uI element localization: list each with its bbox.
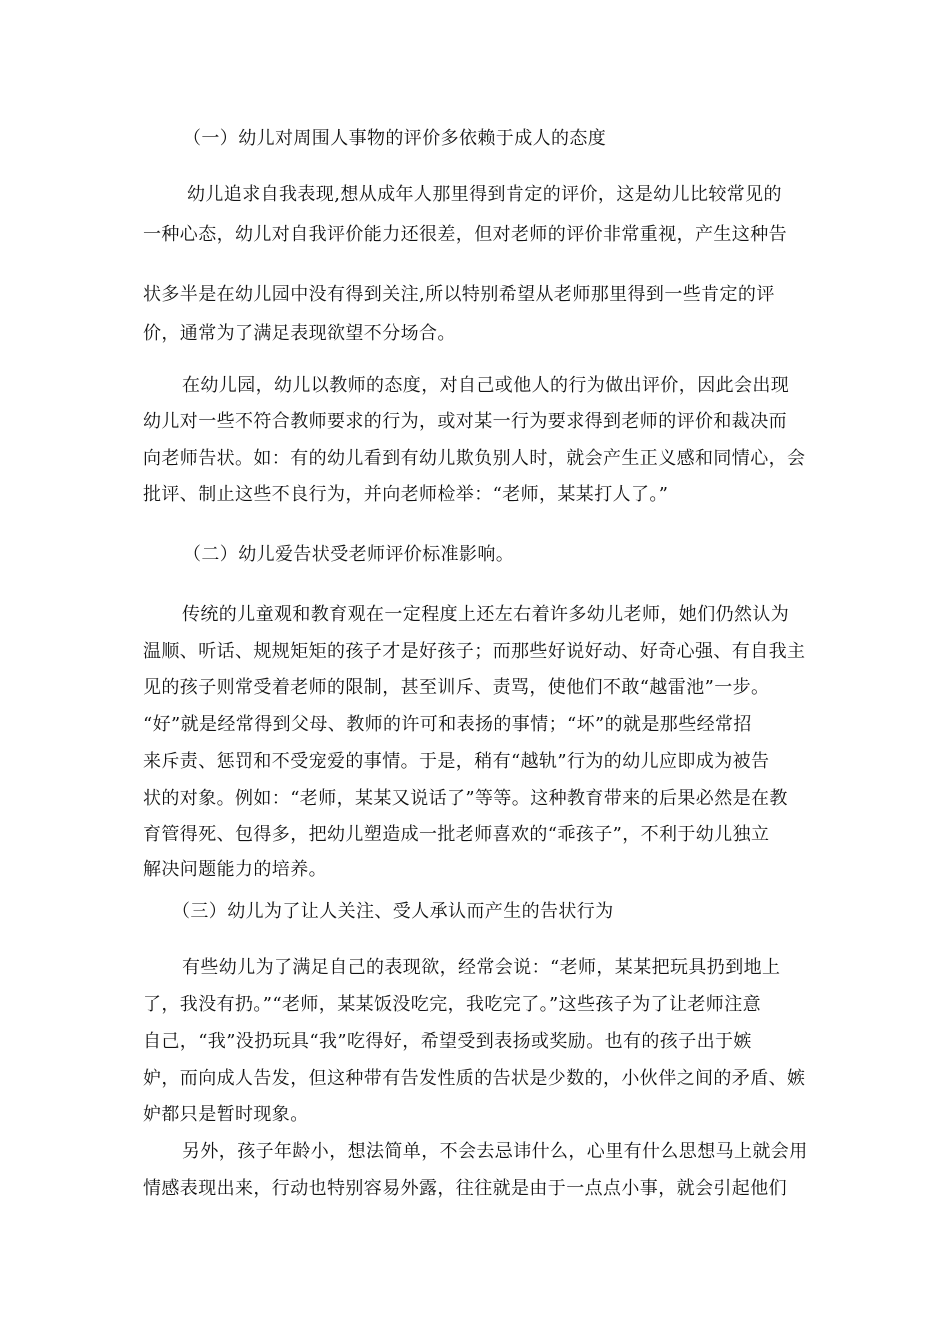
paragraph-line: 幼儿对一些不符合教师要求的行为，或对某一行为要求得到老师的评价和裁决而	[143, 411, 787, 432]
paragraph-line: 见的孩子则常受着老师的限制，甚至训斥、责骂，使他们不敢“越雷池”一步。	[143, 677, 770, 698]
paragraph-line: 温顺、听话、规规矩矩的孩子才是好孩子；而那些好说好动、好奇心强、有自我主	[143, 641, 806, 662]
section-heading-1: （一）幼儿对周围人事物的评价多依赖于成人的态度	[183, 128, 607, 149]
paragraph-line: 自己，“我”没扔玩具“我”吃得好，希望受到表扬或奖励。也有的孩子出于嫉	[143, 1031, 752, 1052]
paragraph-line: 情感表现出来，行动也特别容易外露，往往就是由于一点点小事，就会引起他们	[143, 1178, 787, 1199]
paragraph-line: 价，通常为了满足表现欲望不分场合。	[143, 323, 456, 344]
paragraph-line: 有些幼儿为了满足自己的表现欲，经常会说：“老师，某某把玩具扔到地上	[182, 957, 781, 978]
paragraph-line: 妒，而向成人告发，但这种带有告发性质的告状是少数的，小伙伴之间的矛盾、嫉	[143, 1068, 806, 1089]
paragraph-line: 状的对象。例如：“老师，某某又说话了”等等。这种教育带来的后果必然是在教	[143, 788, 788, 809]
section-heading-2: （二）幼儿爱告状受老师评价标准影响。	[183, 544, 515, 565]
paragraph-line: 传统的儿童观和教育观在一定程度上还左右着许多幼儿老师，她们仍然认为	[182, 604, 790, 625]
paragraph-line: 育管得死、包得多，把幼儿塑造成一批老师喜欢的“乖孩子”，不利于幼儿独立	[143, 824, 770, 845]
section-heading-3: （三）幼儿为了让人关注、受人承认而产生的告状行为	[172, 901, 614, 922]
paragraph-line: 另外，孩子年龄小，想法简单，不会去忌讳什么，心里有什么思想马上就会用	[182, 1141, 808, 1162]
paragraph-line: 来斥责、惩罚和不受宠爱的事情。于是，稍有“越轨”行为的幼儿应即成为被告	[143, 751, 770, 772]
paragraph-line: 了，我没有扔。”“老师，某某饭没吃完，我吃完了。”这些孩子为了让老师注意	[143, 994, 762, 1015]
paragraph-line: 向老师告状。如：有的幼儿看到有幼儿欺负别人时，就会产生正义感和同情心，会	[143, 448, 806, 469]
paragraph-line: 一种心态，幼儿对自我评价能力还很差，但对老师的评价非常重视，产生这种告	[143, 224, 787, 245]
paragraph-line: 批评、制止这些不良行为，并向老师检举：“老师，某某打人了。”	[143, 484, 669, 505]
paragraph-line: “好”就是经常得到父母、教师的许可和表扬的事情；“坏”的就是那些经常招	[143, 714, 752, 735]
paragraph-line: 幼儿追求自我表现,想从成年人那里得到肯定的评价，这是幼儿比较常见的	[187, 184, 782, 205]
paragraph-line: 状多半是在幼儿园中没有得到关注,所以特别希望从老师那里得到一些肯定的评	[143, 284, 775, 305]
paragraph-line: 在幼儿园，幼儿以教师的态度，对自己或他人的行为做出评价，因此会出现	[182, 375, 790, 396]
paragraph-line: 解决问题能力的培养。	[143, 859, 327, 880]
paragraph-line: 妒都只是暂时现象。	[143, 1104, 309, 1125]
